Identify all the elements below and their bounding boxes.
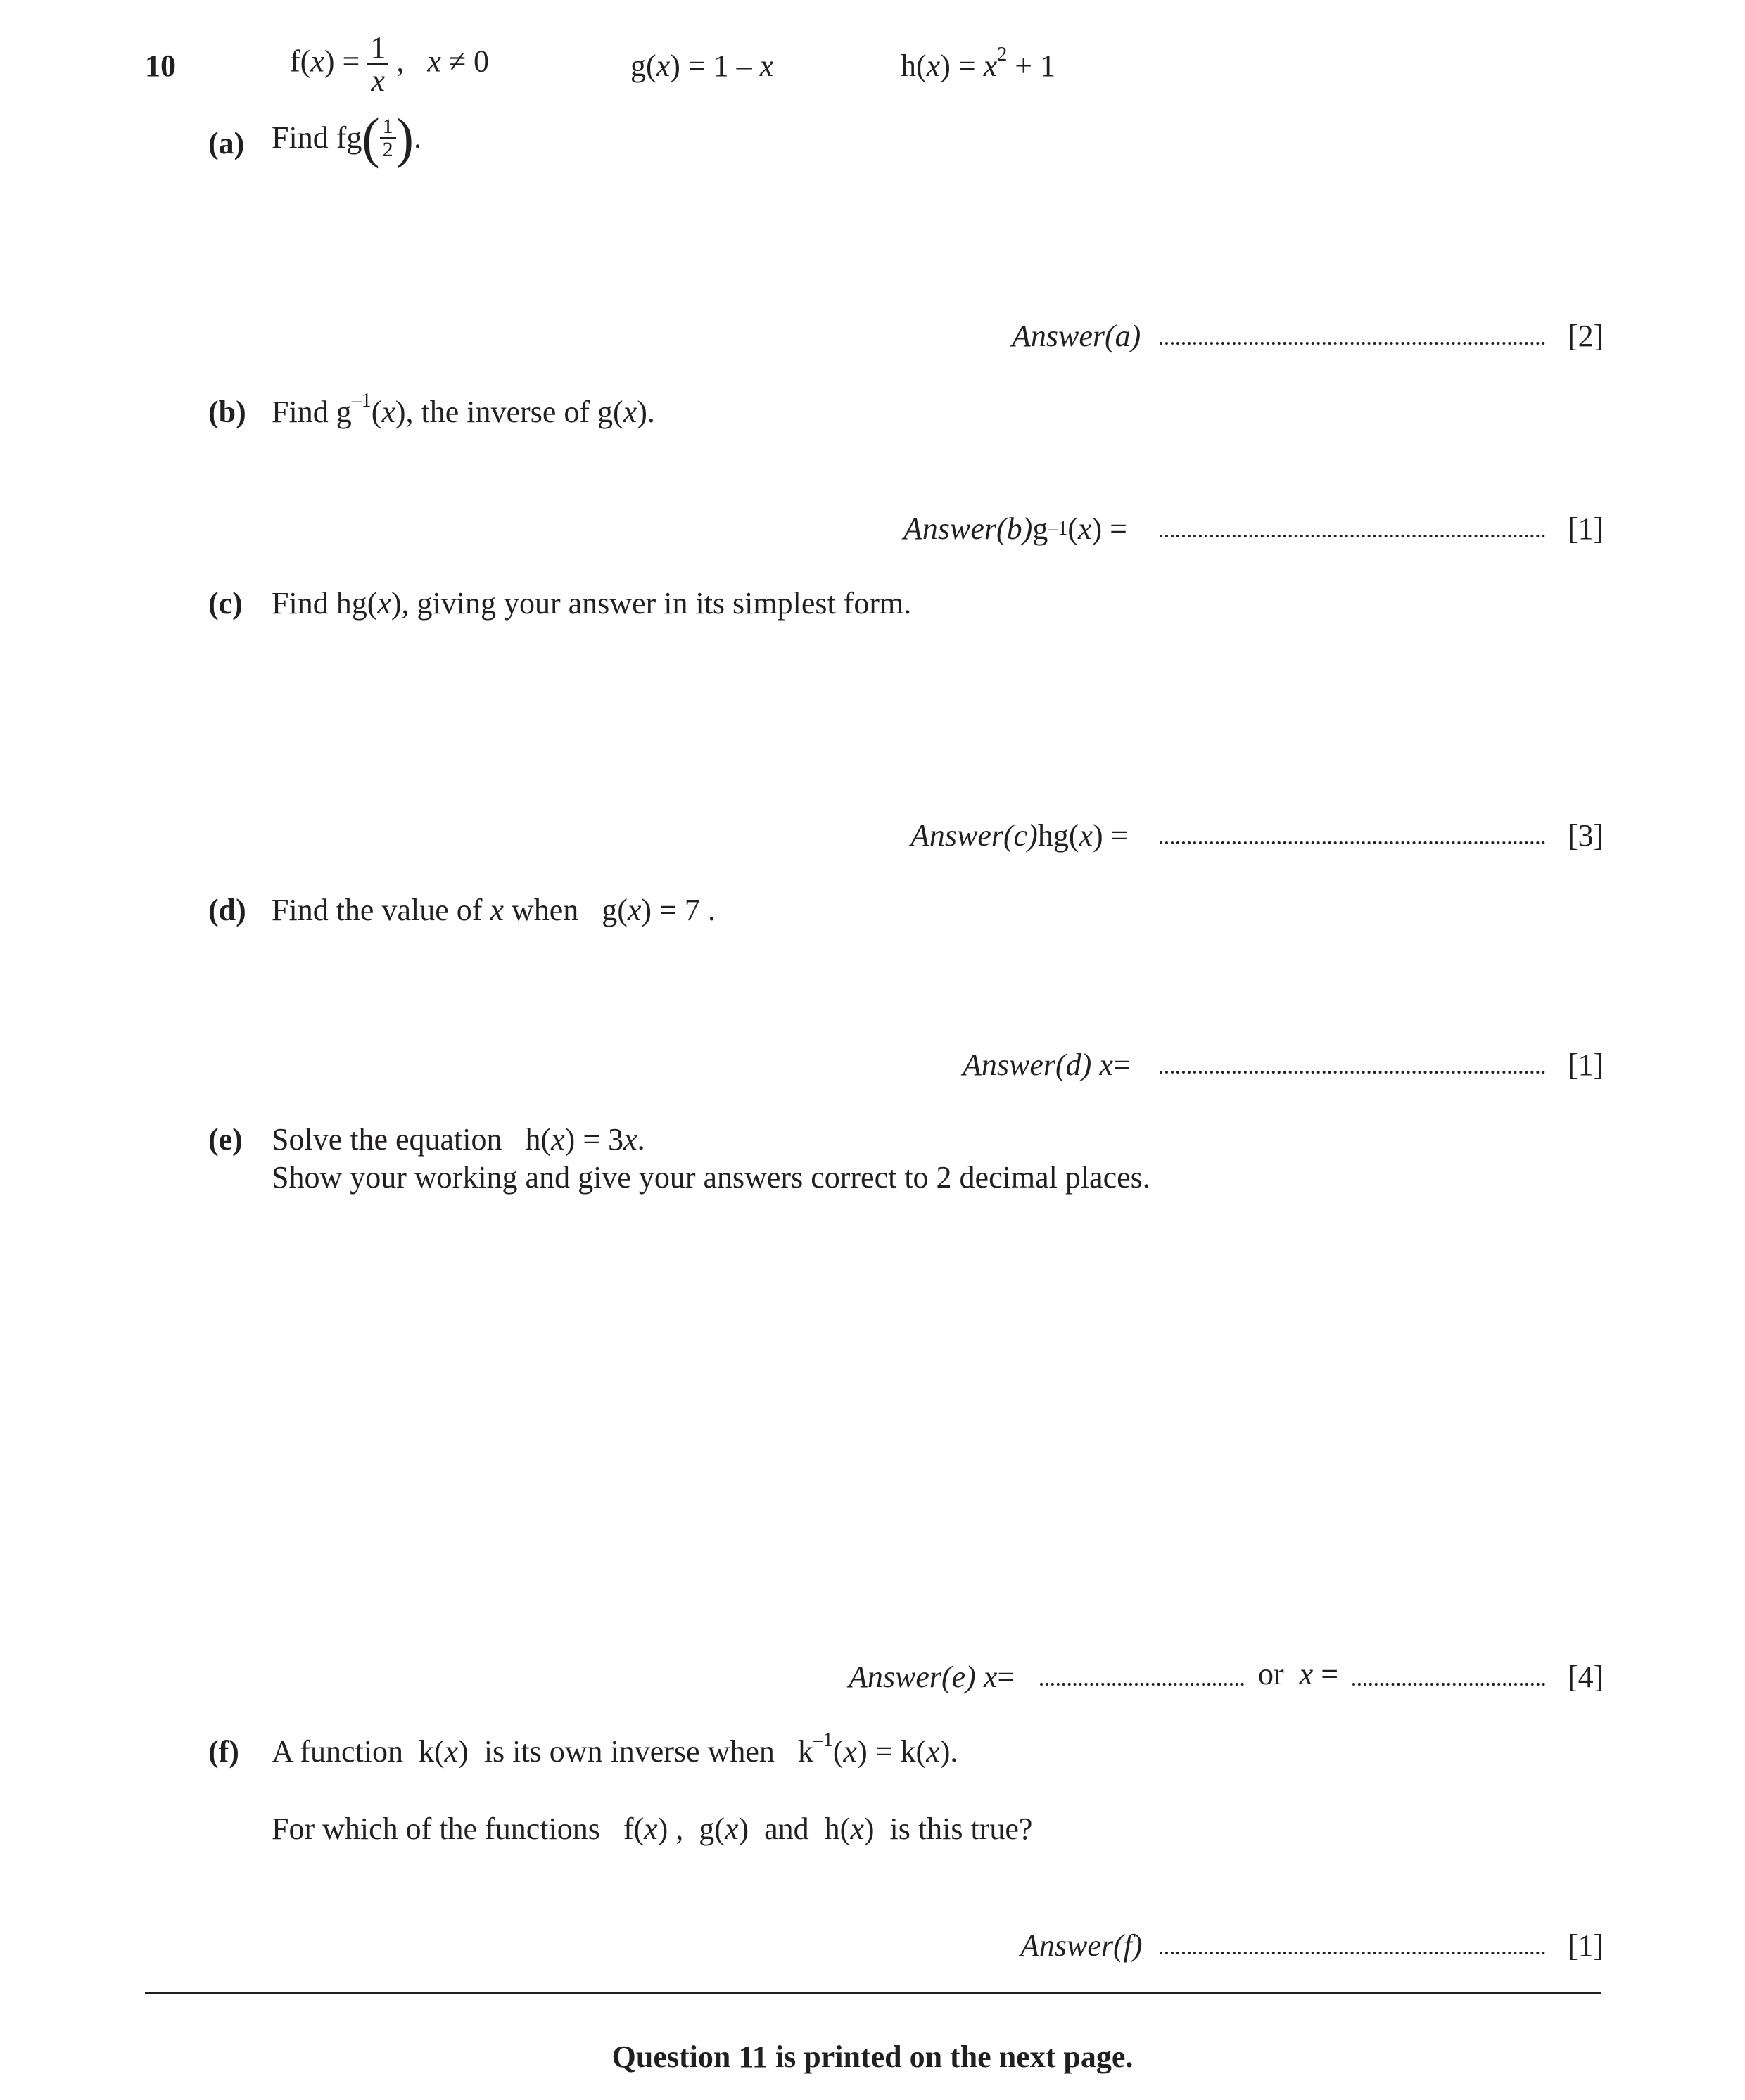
part-c-question (272, 588, 911, 619)
part-b-text-mid2: ), the inverse of g( (395, 395, 623, 429)
part-e-line1-var: x (551, 1122, 565, 1157)
part-f-line2-pre: For which of the functions f( (272, 1812, 645, 1846)
h-post: + 1 (1007, 49, 1056, 83)
part-b-text-post: ). (637, 395, 655, 429)
f-fraction (367, 32, 388, 96)
part-f-line1-mid: ) is its own inverse when k (458, 1734, 813, 1769)
answer-f-line[interactable] (1160, 1949, 1545, 1954)
answer-c-line[interactable] (1160, 839, 1545, 844)
footer-note: Question 11 is printed on the next page. (611, 2039, 1134, 2074)
f-lhs-pre: f( (290, 44, 311, 79)
answer-c-expr-pre: hg( (1037, 818, 1079, 853)
part-d-text-mid: when g( (503, 893, 628, 927)
function-f-definition (290, 32, 489, 96)
answer-a-label: Answer(a) (1012, 319, 1141, 353)
answer-e-var: x (983, 1660, 998, 1694)
part-c-label: (c) (208, 586, 243, 621)
answer-e-line-2[interactable] (1352, 1680, 1545, 1686)
h-pre: h( (901, 49, 927, 83)
answer-e-line-1[interactable] (1040, 1680, 1244, 1686)
part-a-fraction-numerator: 1 (380, 116, 396, 139)
part-e-line1-var2: x (623, 1122, 637, 1157)
marks-e: [4] (1568, 1660, 1604, 1694)
part-d-text-post: ) = 7 . (641, 893, 716, 927)
part-d-text-pre: Find the value of (272, 893, 490, 927)
part-a-fraction-denominator: 2 (382, 137, 393, 161)
part-f-label: (f) (208, 1734, 239, 1769)
part-a-text: Find fg (272, 120, 362, 155)
part-a-question (272, 106, 421, 170)
answer-f-label: Answer(f) (1020, 1928, 1143, 1963)
answer-f-row (1020, 1928, 1143, 1964)
marks-a: [2] (1568, 319, 1604, 353)
answer-e-var2: x (1299, 1657, 1314, 1691)
part-f-line1-var2: x (843, 1734, 858, 1769)
function-g-definition (630, 51, 773, 82)
part-d-question (272, 895, 716, 926)
part-a-text-post: . (413, 120, 421, 155)
f-comma: , (396, 44, 405, 79)
marks-f: [1] (1568, 1928, 1604, 1963)
part-c-var: x (377, 586, 391, 621)
answer-c-expr-post: ) = (1093, 818, 1129, 853)
answer-b-row: Answer(b) g $^{-1}$ ( x ) = (903, 511, 1127, 546)
part-f-line1-pre: A function k( (272, 1734, 445, 1769)
part-f-line1-var: x (444, 1734, 459, 1769)
part-f-line2-post: ) is this true? (863, 1812, 1033, 1846)
part-a-label: (a) (208, 126, 245, 160)
marks-c: [3] (1568, 818, 1604, 853)
part-e-question-line2: Show your working and give your answers correct to 2 decimal places. (272, 1160, 1150, 1195)
part-c-text-pre: Find hg( (272, 586, 378, 621)
answer-c-var: x (1079, 818, 1093, 853)
part-e-line1-pre: Solve the equation h( (272, 1122, 552, 1157)
answer-e-eq: = (997, 1660, 1015, 1694)
g-var2: x (759, 49, 774, 83)
answer-e-eq2: = (1313, 1657, 1339, 1691)
part-f-line2-mid2: ) and h( (738, 1812, 851, 1846)
part-a-fraction (380, 116, 396, 160)
part-d-label: (d) (208, 893, 246, 927)
answer-e-or: or (1258, 1657, 1284, 1691)
part-d-var: x (490, 893, 504, 927)
answer-c-row (910, 817, 1129, 853)
part-b-var: x (381, 395, 395, 429)
answer-a-row (1012, 318, 1141, 354)
part-c-text-post: ), giving your answer in its simplest form. (391, 586, 912, 621)
answer-b-var: x (1077, 511, 1092, 546)
part-f-line2-var2: x (724, 1812, 739, 1846)
part-f-line2-var3: x (850, 1812, 864, 1846)
part-f-line1-post: ). (939, 1734, 958, 1769)
part-f-line1-sup: –1 (813, 1729, 833, 1752)
question-number: 10 (145, 49, 176, 83)
answer-e-row (849, 1659, 1015, 1695)
part-e-question-line1 (272, 1124, 645, 1155)
answer-a-line[interactable] (1160, 339, 1545, 345)
answer-e-label: Answer(e) (849, 1660, 976, 1694)
part-f-line2-mid1: ) , g( (657, 1812, 725, 1846)
answer-d-var: x (1099, 1048, 1113, 1082)
g-pre: g( (630, 49, 656, 83)
answer-b-line[interactable] (1160, 532, 1545, 537)
left-paren: ( (362, 106, 380, 170)
f-cond-rest: ≠ 0 (448, 44, 489, 79)
part-b-var2: x (623, 395, 637, 429)
h-var2: x (983, 49, 998, 83)
f-fraction-numerator: 1 (367, 32, 388, 65)
part-b-sup: –1 (351, 390, 372, 412)
h-exponent: 2 (997, 44, 1008, 66)
answer-c-label: Answer(c) (910, 818, 1038, 853)
function-h-definition (901, 44, 1056, 83)
f-lhs-var: x (310, 44, 324, 79)
part-f-line1-mid3: ) = k( (857, 1734, 927, 1769)
part-f-line2-var1: x (644, 1812, 658, 1846)
part-f-question-line2 (272, 1814, 1032, 1845)
answer-d-expr-post: = (1112, 1048, 1131, 1082)
marks-d: [1] (1568, 1048, 1604, 1082)
answer-d-row (963, 1047, 1131, 1083)
h-var: x (926, 49, 941, 83)
footer-divider (145, 1992, 1601, 1994)
right-paren: ) (395, 106, 414, 170)
part-b-label: (b) (208, 395, 246, 429)
answer-b-expr-post: ) = (1091, 511, 1127, 546)
f-lhs-post: ) = (324, 44, 360, 79)
answer-d-line[interactable] (1160, 1068, 1545, 1074)
part-e-line1-post: . (637, 1122, 645, 1157)
answer-e-or-group (1258, 1659, 1338, 1690)
part-b-question (272, 390, 655, 429)
part-b-text-mid1: ( (371, 395, 382, 429)
part-f-question-line1 (272, 1729, 958, 1769)
g-var: x (656, 49, 671, 83)
part-d-var2: x (627, 893, 642, 927)
part-f-line1-var3: x (926, 1734, 940, 1769)
answer-b-expr-mid: ( (1067, 511, 1078, 546)
f-fraction-denominator: x (371, 63, 386, 98)
f-cond-var: x (427, 44, 441, 79)
h-mid: ) = (940, 49, 984, 83)
answer-d-label: Answer(d) (963, 1048, 1092, 1082)
part-b-text-pre: Find g (272, 395, 352, 429)
part-e-label: (e) (208, 1122, 243, 1157)
answer-b-expr-pre: g (1032, 511, 1048, 546)
answer-b-label: Answer(b) (903, 511, 1033, 546)
g-mid: ) = 1 – (670, 49, 760, 83)
part-e-line1-mid: ) = 3 (564, 1122, 624, 1157)
part-f-line1-mid2: ( (832, 1734, 844, 1769)
marks-b: [1] (1568, 511, 1604, 546)
